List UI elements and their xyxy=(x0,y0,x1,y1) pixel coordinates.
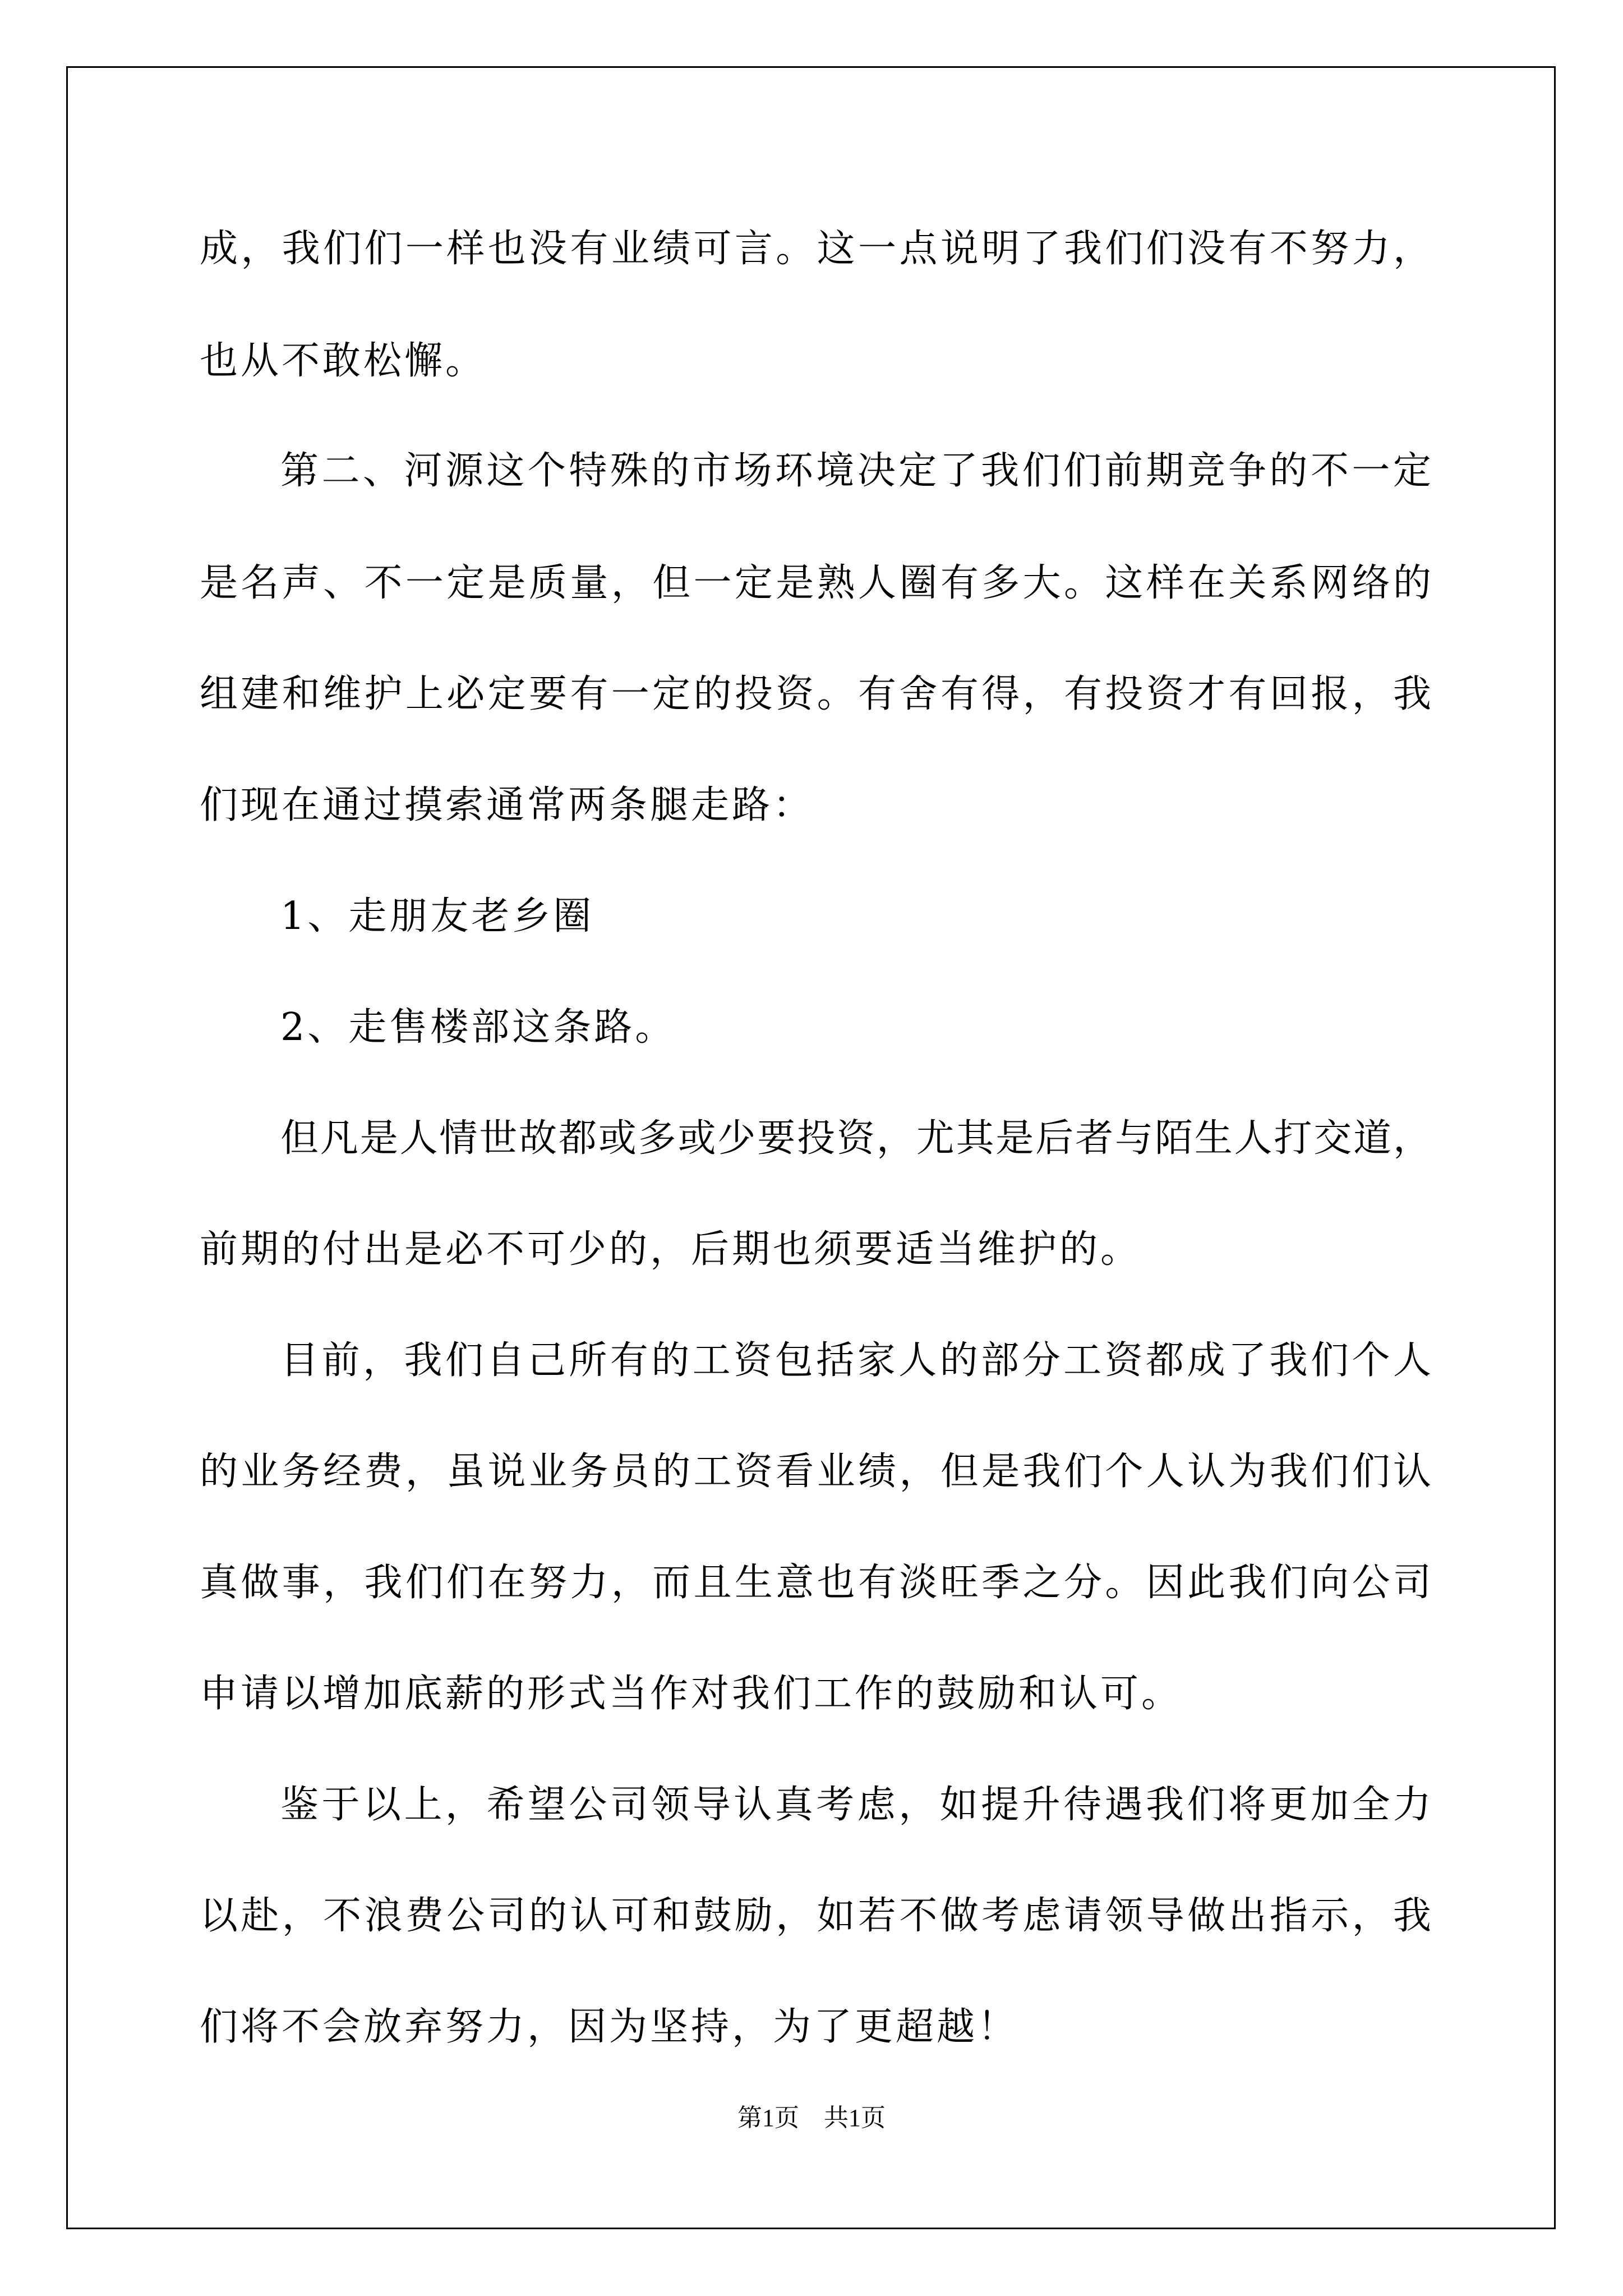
text-line: 以赴，不浪费公司的认可和鼓励，如若不做考虑请领导做出指示，我 xyxy=(200,1894,1431,1938)
text-line: 鉴于以上，希望公司领导认真考虑，如提升待遇我们将更加全力 xyxy=(280,1783,1431,1827)
page-number-footer: 第1页 共1页 xyxy=(737,2104,886,2132)
text-line: 成，我们们一样也没有业绩可言。这一点说明了我们们没有不努力， xyxy=(200,227,1431,271)
text-line: 组建和维护上必定要有一定的投资。有舍有得，有投资才有回报，我 xyxy=(200,672,1431,716)
text-line: 2、走售楼部这条路。 xyxy=(280,1005,676,1050)
text-line: 真做事，我们们在努力，而且生意也有淡旺季之分。因此我们向公司 xyxy=(200,1561,1431,1605)
text-line: 前期的付出是必不可少的，后期也须要适当维护的。 xyxy=(200,1227,1142,1272)
text-line: 1、走朋友老乡圈 xyxy=(280,894,594,938)
text-line: 第二、河源这个特殊的市场环境决定了我们们前期竞争的不一定 xyxy=(280,449,1431,493)
text-line: 但凡是人情世故都或多或少要投资，尤其是后者与陌生人打交道， xyxy=(280,1116,1431,1161)
text-line: 也从不敢松懈。 xyxy=(200,339,487,383)
text-line: 们将不会放弃努力，因为坚持，为了更超越！ xyxy=(200,2005,1019,2049)
text-line: 是名声、不一定是质量，但一定是熟人圈有多大。这样在关系网络的 xyxy=(200,561,1431,605)
text-line: 的业务经费，虽说业务员的工资看业绩，但是我们个人认为我们们认 xyxy=(200,1450,1431,1494)
text-line: 申请以增加底薪的形式当作对我们工作的鼓励和认可。 xyxy=(200,1672,1183,1716)
text-line: 目前，我们自己所有的工资包括家人的部分工资都成了我们个人 xyxy=(280,1338,1431,1383)
text-line: 们现在通过摸索通常两条腿走路： xyxy=(200,783,814,827)
